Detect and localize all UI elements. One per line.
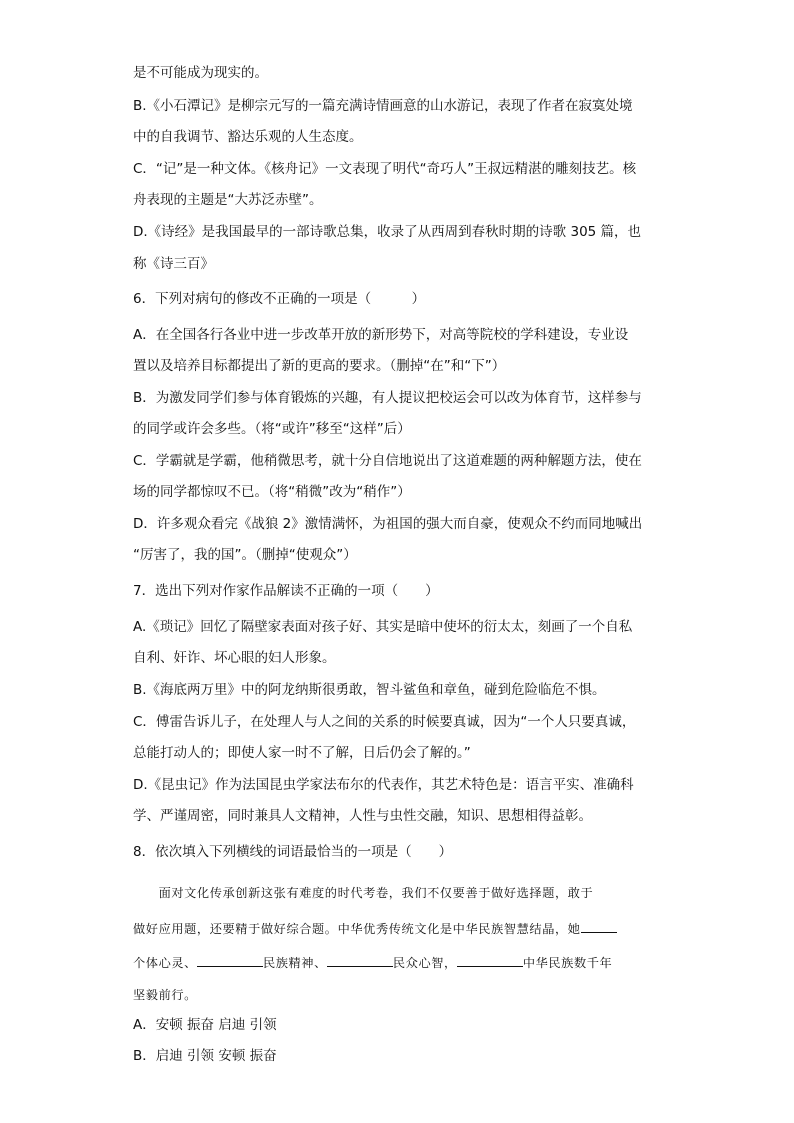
fill-blank-4 bbox=[457, 954, 523, 967]
passage-text: 中华民族数千年 bbox=[522, 956, 613, 970]
passage-text: 民族精神、 bbox=[262, 956, 327, 970]
text-line: 称《诗三百》 bbox=[133, 256, 214, 272]
text-line: 中的自我调节、豁达乐观的人生态度。 bbox=[133, 129, 363, 145]
passage-text: 做好应用题，还要精于做好综合题。中华优秀传统文化是中华民族智慧结晶，她 bbox=[133, 922, 581, 936]
text-line: “厉害了，我的国”。（删掉“使观众”） bbox=[133, 547, 357, 563]
fill-blank-3 bbox=[327, 954, 393, 967]
text-line: D.《诗经》是我国最早的一部诗歌总集，收录了从西周到春秋时期的诗歌 305 篇，也 bbox=[133, 224, 642, 240]
text-line: D.《昆虫记》作为法国昆虫学家法布尔的代表作，其艺术特色是：语言平实、准确科 bbox=[133, 777, 634, 793]
text-line: D．许多观众看完《战狼 2》激情满怀，为祖国的强大而自豪，使观众不约而同地喊出 bbox=[133, 516, 643, 532]
passage-line bbox=[133, 920, 663, 938]
text-line: B.《小石潭记》是柳宗元写的一篇充满诗情画意的山水游记，表现了作者在寂寞处境 bbox=[133, 98, 633, 114]
option-a: A．安顿 振奋 启迪 引领 bbox=[133, 1017, 277, 1033]
option-b: B．启迪 引领 安顿 振奋 bbox=[133, 1048, 277, 1064]
text-line: 总能打动人的；即使人家一时不了解，日后仍会了解的。” bbox=[133, 745, 471, 761]
passage-line: 面对文化传承创新这张有难度的时代考卷，我们不仅要善于做好选择题，敢于 bbox=[133, 886, 594, 900]
text-line: A．在全国各行各业中进一步改革开放的新形势下，对高等院校的学科建设，专业设 bbox=[133, 327, 629, 343]
text-line: B.《海底两万里》中的阿龙纳斯很勇敢，智斗鲨鱼和章鱼，碰到危险临危不惧。 bbox=[133, 682, 606, 698]
text-line: 自利、奸诈、坏心眼的妇人形象。 bbox=[133, 650, 336, 666]
passage-line: 坚毅前行。 bbox=[133, 988, 197, 1002]
question-7-stem: 7．选出下列对作家作品解读不正确的一项（ ） bbox=[133, 583, 439, 599]
text-line: 场的同学都惊叹不已。（将“稍微”改为“稍作”） bbox=[133, 484, 411, 500]
text-line: B．为激发同学们参与体育锻炼的兴趣，有人提议把校运会可以改为体育节，这样参与 bbox=[133, 390, 642, 406]
text-line: 是不可能成为现实的。 bbox=[133, 65, 268, 81]
fill-blank-1 bbox=[581, 920, 617, 933]
passage-text: 个体心灵、 bbox=[133, 956, 197, 970]
text-line: 学、严谨周密，同时兼具人文精神，人性与虫性交融，知识、思想相得益彰。 bbox=[133, 808, 592, 824]
text-line: 置以及培养目标都提出了新的更高的要求。（删掉“在”和“下”） bbox=[133, 358, 506, 374]
text-line: 舟表现的主题是“大苏泛赤壁”。 bbox=[133, 192, 323, 208]
text-line: 的同学或许会多些。（将“或许”移至“这样”后） bbox=[133, 421, 411, 437]
text-line: C．傅雷告诉儿子，在处理人与人之间的关系的时候要真诚，因为“一个人只要真诚， bbox=[133, 714, 636, 730]
text-line: C．“记”是一种文体。《核舟记》一文表现了明代“奇巧人”王叔远精湛的雕刻技艺。核 bbox=[133, 161, 637, 177]
fill-blank-2 bbox=[197, 954, 263, 967]
question-8-stem: 8．依次填入下列横线的词语最恰当的一项是（ ） bbox=[133, 844, 453, 860]
question-6-stem: 6．下列对病句的修改不正确的一项是（ ） bbox=[133, 291, 426, 307]
passage-text: 民众心智， bbox=[392, 956, 457, 970]
text-line: C．学霸就是学霸，他稍微思考，就十分自信地说出了这道难题的两种解题方法，使在 bbox=[133, 453, 642, 469]
text-line: A.《琐记》回忆了隔壁家表面对孩子好、其实是暗中使坏的衍太太，刻画了一个自私 bbox=[133, 619, 633, 635]
passage-line bbox=[133, 954, 663, 972]
